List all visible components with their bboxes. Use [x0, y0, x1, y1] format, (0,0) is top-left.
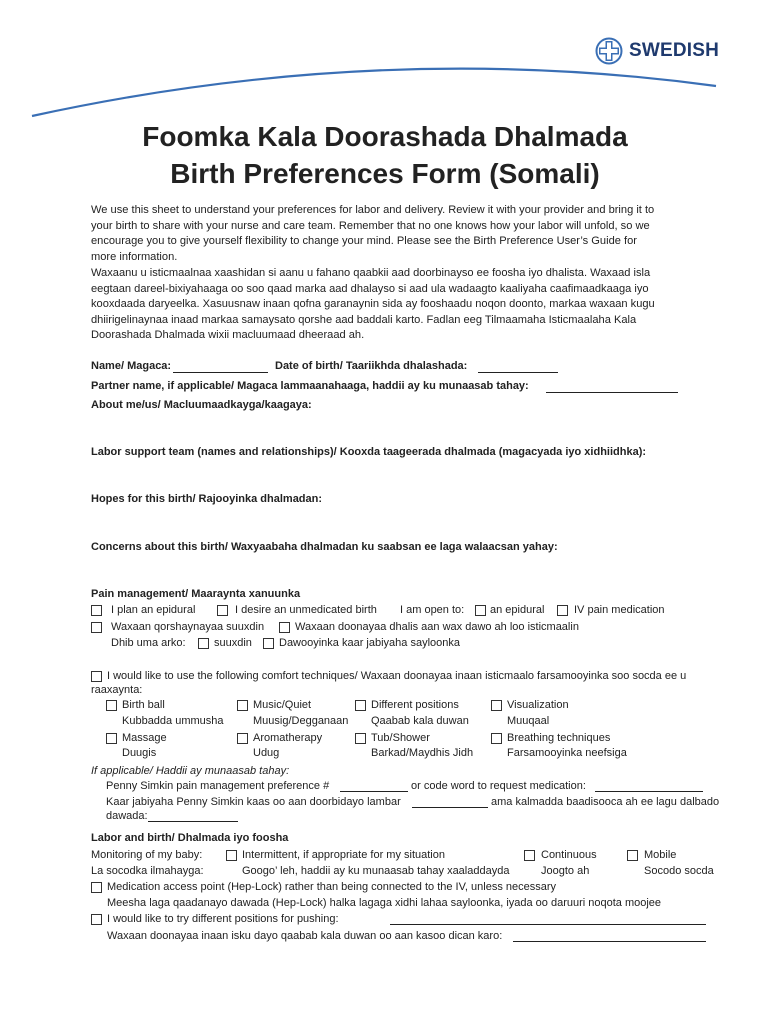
- intermittent-checkbox[interactable]: [226, 850, 237, 861]
- heplock-checkbox[interactable]: [91, 882, 102, 893]
- support-label: Labor support team (names and relationships)/ Kooxda taageerada dhalmada (magacyada iyo xidhiidhka):: [91, 446, 647, 458]
- comfort-item-so: Duugis: [122, 747, 157, 759]
- so-suuxdin-label: suuxdin: [214, 637, 252, 649]
- so-unmedicated-label: Waxaan doonayaa dhalis aan wax dawo ah loo isticmaalin: [295, 621, 579, 633]
- name-label: Name/ Magaca:: [91, 360, 172, 372]
- epidural-plan-label: I plan an epidural: [111, 604, 196, 616]
- intermittent-label: Intermittent, if appropriate for my situation: [242, 849, 445, 861]
- pain-heading: Pain management/ Maaraynta xanuunka: [91, 588, 301, 600]
- penny-label-b: or code word to request medication:: [411, 780, 586, 792]
- positions-label: I would like to try different positions for pushing:: [107, 913, 339, 925]
- an-epidural-checkbox[interactable]: [475, 605, 486, 616]
- swedish-cross-logo-icon: [595, 37, 623, 65]
- intro-somali: Waxaanu u isticmaalnaa xaashidan si aanu u fahano qaabkii aad doorbinayso ee foosha iyo dhalista. Waxaad isla eegtaan dareel-bixiyahaaga oo soo qaad marka aad dhalayso si aad ula wadaagto kaaliyaha caafimaadkaaga iyo kooxdaada daryeelka. Xasuusnaw inaan qofna garanaynin sida ay fooshaadu noqon doonto, markaa waxaan kugu dhiirigelinaynaa inaad markaa samaysato qorshe aad baddali karto. Fadlan eeg Tilmaamaha Isticmaalaha Kala Doorashada Dhalmada wixii macluumaad dheeraad ah.: [91, 267, 655, 342]
- kaar-label-a: Kaar jabiyaha Penny Simkin kaas oo aan doorbidayo lambar: [106, 796, 401, 808]
- comfort-intro-line2: raaxaynta:: [91, 684, 143, 696]
- so-positions-field[interactable]: [513, 941, 706, 942]
- comfort-item-en: Music/Quiet: [253, 699, 312, 711]
- so-continuous-label: Joogto ah: [541, 865, 590, 877]
- mobile-checkbox[interactable]: [627, 850, 638, 861]
- so-intermittent-label: Googo’ leh, haddii ay ku munaasab tahay xaaladdayda: [242, 865, 510, 877]
- unmedicated-label: I desire an unmedicated birth: [235, 604, 377, 616]
- penny-number-field[interactable]: [340, 791, 408, 792]
- comfort-item-en: Breathing techniques: [507, 732, 611, 744]
- comfort-item-en: Massage: [122, 732, 167, 744]
- kaar-number-field[interactable]: [412, 807, 488, 808]
- breathing-checkbox[interactable]: [491, 733, 502, 744]
- so-heplock-label: Meesha laga qaadanayo dawada (Hep-Lock) halka lagaga xidhi lahaa sayloonka, iyada oo daruuri noqota moojee: [107, 897, 662, 909]
- comfort-item-so: Farsamooyinka neefsiga: [507, 747, 627, 759]
- partner-label: Partner name, if applicable/ Magaca lammaanahaaga, haddii ay ku munaasab tahay:: [91, 380, 529, 392]
- so-suuxdin-checkbox[interactable]: [198, 638, 209, 649]
- dob-label: Date of birth/ Taariikhda dhalashada:: [275, 360, 468, 372]
- so-positions-label: Waxaan doonayaa inaan isku dayo qaabab kala duwan oo aan kasoo dican karo:: [107, 930, 503, 942]
- partner-field[interactable]: [546, 392, 678, 393]
- comfort-checkbox[interactable]: [91, 671, 102, 682]
- about-label: About me/us/ Macluumaadkayga/kaagaya:: [91, 399, 312, 411]
- continuous-label: Continuous: [541, 849, 597, 861]
- comfort-intro-line1: I would like to use the following comfort techniques/ Waxaan doonayaa inaan isticmaalo farsamooyinka soo socda ee u: [107, 670, 687, 682]
- positions-pushing-checkbox[interactable]: [91, 914, 102, 925]
- comfort-item-en: Aromatherapy: [253, 732, 323, 744]
- massage-checkbox[interactable]: [106, 733, 117, 744]
- so-iv-checkbox[interactable]: [263, 638, 274, 649]
- music-checkbox[interactable]: [237, 700, 248, 711]
- so-mobile-label: Socodo socda: [644, 865, 714, 877]
- concerns-label: Concerns about this birth/ Waxyaabaha dhalmadan ku saabsan ee laga walaacsan yahay:: [91, 541, 558, 553]
- so-epidural-label: Waxaan qorshaynayaa suuxdin: [111, 621, 265, 633]
- tub-checkbox[interactable]: [355, 733, 366, 744]
- an-epidural-label: an epidural: [490, 604, 545, 616]
- iv-checkbox[interactable]: [557, 605, 568, 616]
- so-unmedicated-checkbox[interactable]: [279, 622, 290, 633]
- labor-heading: Labor and birth/ Dhalmada iyo foosha: [91, 832, 289, 844]
- page-title-somali: Foomka Kala Doorashada Dhalmada: [142, 121, 628, 152]
- comfort-item-so: Kubbadda ummusha: [122, 715, 224, 727]
- epidural-plan-checkbox[interactable]: [91, 605, 102, 616]
- unmedicated-checkbox[interactable]: [217, 605, 228, 616]
- intro-english: We use this sheet to understand your preferences for labor and delivery. Review it with your provider and bring it to your birth to share with your nurse and care team. Remember that no one knows how your labor will unfold, so we encourage you to give yourself flexibility to change your mind. Please see the Birth Preference User’s Guide for more information.: [91, 204, 655, 263]
- comfort-item-en: Birth ball: [122, 699, 165, 711]
- page-title-english: Birth Preferences Form (Somali): [170, 158, 600, 189]
- comfort-item-so: Muusig/Degganaan: [253, 715, 349, 727]
- mobile-label: Mobile: [644, 849, 677, 861]
- positions-field[interactable]: [390, 924, 706, 925]
- aromatherapy-checkbox[interactable]: [237, 733, 248, 744]
- comfort-item-en: Visualization: [507, 699, 569, 711]
- iv-label: IV pain medication: [574, 604, 665, 616]
- birth-ball-checkbox[interactable]: [106, 700, 117, 711]
- kaar-label-b: ama kalmadda baadisooca ah ee lagu dalbado: [491, 796, 720, 808]
- positions-checkbox[interactable]: [355, 700, 366, 711]
- heplock-label: Medication access point (Hep-Lock) rather than being connected to the IV, unless necessary: [107, 881, 557, 893]
- comfort-item-en: Different positions: [371, 699, 459, 711]
- applicable-heading: If applicable/ Haddii ay munaasab tahay:: [91, 765, 290, 777]
- dawada-field[interactable]: [148, 821, 238, 822]
- comfort-item-en: Tub/Shower: [371, 732, 430, 744]
- name-field[interactable]: [173, 372, 268, 373]
- so-monitoring-label: La socodka ilmahayga:: [91, 865, 204, 877]
- so-open-label: Dhib uma arko:: [111, 637, 186, 649]
- comfort-item-so: Barkad/Maydhis Jidh: [371, 747, 474, 759]
- logo-word: SWEDISH: [629, 40, 720, 61]
- penny-label-a: Penny Simkin pain management preference #: [106, 780, 330, 792]
- comfort-item-so: Qaabab kala duwan: [371, 715, 469, 727]
- logo: [595, 34, 719, 68]
- dob-field[interactable]: [478, 372, 558, 373]
- visualization-checkbox[interactable]: [491, 700, 502, 711]
- so-iv-label: Dawooyinka kaar jabiyaha sayloonka: [279, 637, 460, 649]
- continuous-checkbox[interactable]: [524, 850, 535, 861]
- so-epidural-checkbox[interactable]: [91, 622, 102, 633]
- monitoring-label: Monitoring of my baby:: [91, 849, 203, 861]
- dawada-label: dawada:: [106, 810, 148, 822]
- comfort-item-so: Udug: [253, 747, 280, 759]
- code-word-field[interactable]: [595, 791, 703, 792]
- comfort-item-so: Muuqaal: [507, 715, 550, 727]
- open-to-label: I am open to:: [400, 604, 465, 616]
- hopes-label: Hopes for this birth/ Rajooyinka dhalmadan:: [91, 493, 323, 505]
